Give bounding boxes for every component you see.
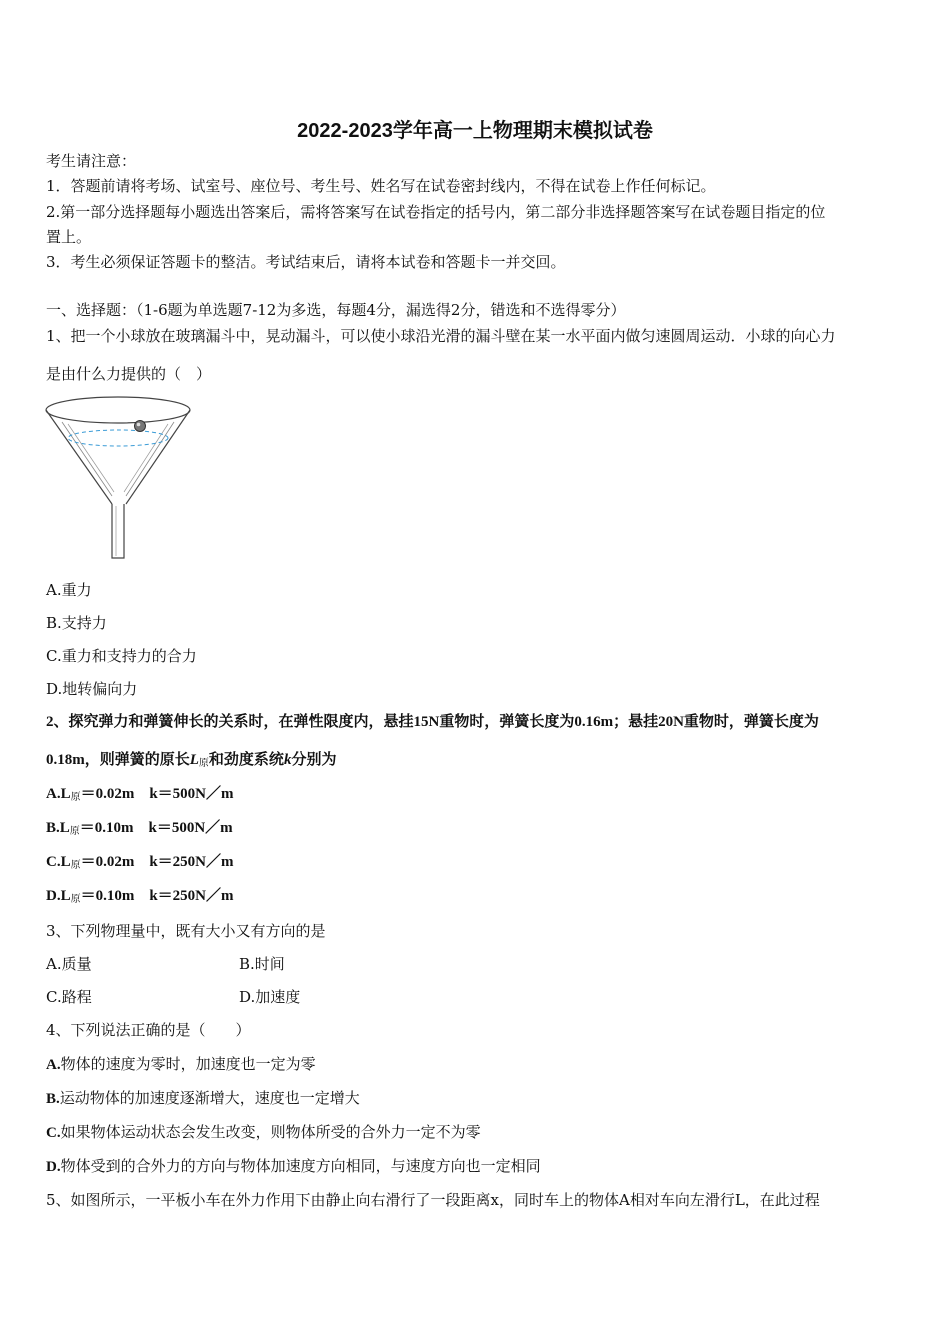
q2-option: B.L原＝0.10m k＝500N／m: [46, 820, 233, 837]
q4-option: A.物体的速度为零时，加速度也一定为零: [46, 1055, 316, 1073]
notice-item: 2.第一部分选择题每小题选出答案后，需将答案写在试卷指定的括号内，第二部分非选择题答案写在试卷题目指定的位: [46, 203, 826, 221]
q2-stem-line1: 2、探究弹力和弹簧伸长的关系时，在弹性限度内，悬挂15N重物时，弹簧长度为0.16m；悬挂20N重物时，弹簧长度为: [46, 714, 819, 730]
funnel-stem: [112, 504, 124, 558]
q3-stem: 3、下列物理量中，既有大小又有方向的是: [46, 922, 326, 940]
funnel-diagram: [44, 392, 194, 564]
notice-item: 1．答题前请将考场、试室号、座位号、考生号、姓名写在试卷密封线内，不得在试卷上作任何标记。: [46, 177, 716, 195]
ball: [135, 421, 146, 432]
q3-option: B.时间: [239, 955, 285, 973]
q4-option: D.物体受到的合外力的方向与物体加速度方向相同，与速度方向也一定相同: [46, 1157, 541, 1175]
notice-item: 置上。: [46, 228, 92, 246]
q3-option: C.路程: [46, 988, 92, 1006]
page-title: 2022-2023学年高一上物理期末模拟试卷: [297, 120, 653, 142]
q3-option: A.质量: [46, 955, 92, 973]
q1-option: D.地转偏向力: [46, 680, 138, 698]
q1-option: A.重力: [46, 581, 92, 599]
q4-option: C.如果物体运动状态会发生改变，则物体所受的合外力一定不为零: [46, 1123, 481, 1141]
q1-option: C.重力和支持力的合力: [46, 647, 197, 665]
section-heading: 一、选择题：（1-6题为单选题7-12为多选，每题4分，漏选得2分，错选和不选得零分）: [46, 301, 626, 319]
notice-item: 3．考生必须保证答题卡的整洁。考试结束后，请将本试卷和答题卡一并交回。: [46, 253, 566, 271]
q2-option: C.L原＝0.02m k＝250N／m: [46, 854, 234, 871]
notice-heading: 考生请注意：: [46, 152, 137, 170]
q2-option: A.L原＝0.02m k＝500N／m: [46, 786, 234, 803]
q3-option: D.加速度: [239, 988, 301, 1006]
q1-stem-line1: 1、把一个小球放在玻璃漏斗中，晃动漏斗，可以使小球沿光滑的漏斗壁在某一水平面内做匀速圆周运动．小球的向心力: [46, 327, 836, 345]
q1-option: B.支持力: [46, 614, 107, 632]
q1-stem-line2: 是由什么力提供的（ ）: [46, 365, 212, 383]
q4-stem: 4、下列说法正确的是（ ）: [46, 1021, 251, 1039]
q2-option: D.L原＝0.10m k＝250N／m: [46, 888, 234, 905]
q2-stem-line2: 0.18m，则弹簧的原长L原和劲度系统k分别为: [46, 752, 337, 769]
q4-option: B.运动物体的加速度逐渐增大，速度也一定增大: [46, 1089, 360, 1107]
funnel-wall-left: [46, 410, 112, 504]
funnel-rim: [46, 397, 190, 423]
circular-path: [68, 430, 168, 446]
q5-stem-line1: 5、如图所示，一平板小车在外力作用下由静止向右滑行了一段距离x，同时车上的物体A相对车向左滑行L，在此过程: [46, 1191, 820, 1209]
